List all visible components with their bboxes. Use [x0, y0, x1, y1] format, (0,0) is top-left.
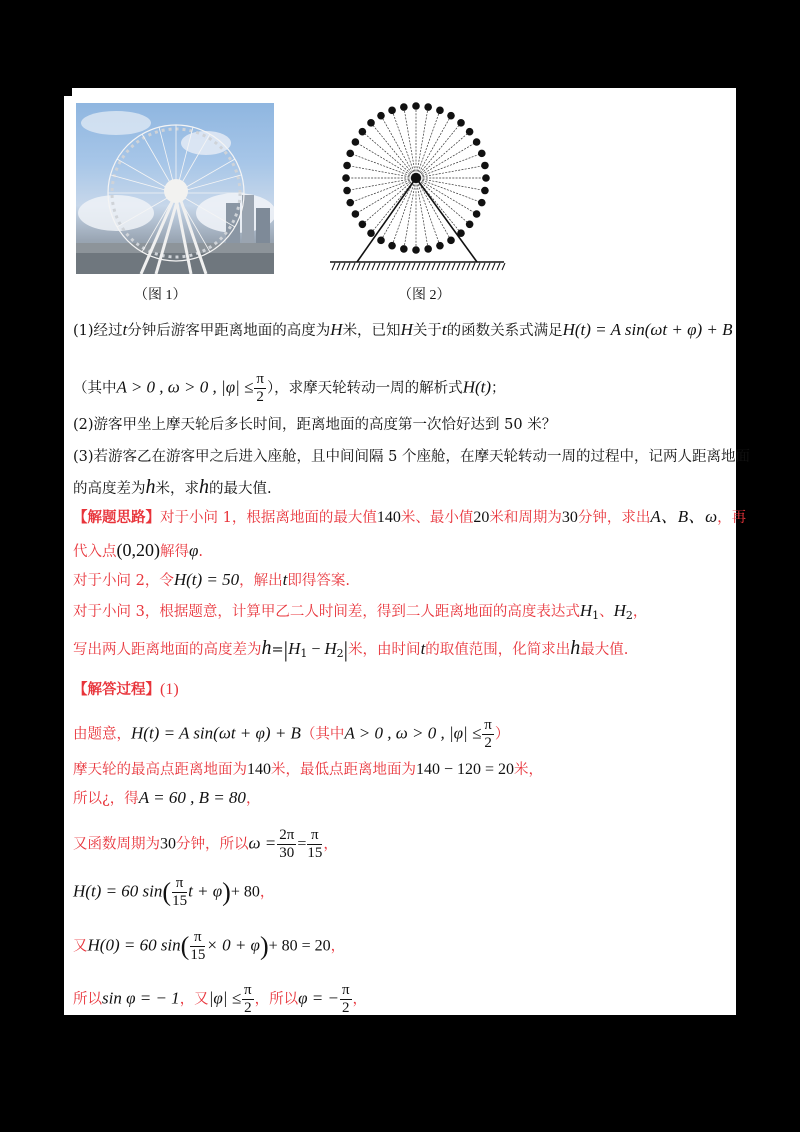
solution-line-3: 所以¿，得A = 60 , B = 80， [73, 788, 261, 807]
figure-2-caption: （图 2） [398, 288, 451, 303]
solution-line-5: H(t) = 60 sin( $\frac{\pi}{15}$ t + φ)+ 80， [73, 875, 275, 909]
hint-line-2: 代入点(0,20)解得φ. [73, 540, 204, 560]
page-corner-notch [64, 88, 72, 96]
hint-label: 【解题思路】 [73, 509, 160, 526]
hint-line-3: 对于小问 2，令H(t) = 50，解出t即得答案. [73, 570, 350, 589]
question-2: (2)游客甲坐上摩天轮后多长时间，距离地面的高度第一次恰好达到 50 米？ [73, 417, 557, 433]
solution-line-7: 所以sin φ = − 1，又|φ| ≤ $\frac{\pi}{2}$ ，所以φ = − $\frac{\pi}{2}$ ， [73, 982, 368, 1016]
pi-over-2-fraction: $\frac{\pi}{2}$ [256, 371, 264, 405]
question-1-line-2: （其中A > 0 , ω > 0 , |φ| ≤ $\frac{\pi}{2}$ ），求摩天轮转动一周的解析式H(t)； [73, 371, 506, 405]
ferris-wheel-diagram [326, 98, 510, 274]
solution-line-1: 由题意，H(t) = A sin(ωt + φ) + B（其中A > 0 , ω > 0 , |φ| ≤ $\frac{\pi}{2}$ ） [73, 717, 510, 751]
hint-line-4: 对于小问 3，根据题意，计算甲乙二人时间差，得到二人距离地面的高度表达式$H_1$、$H_2$， [73, 601, 648, 622]
solution-header: 【解答过程】(1) [73, 681, 179, 698]
solution-line-2: 摩天轮的最高点距离地面为140米，最低点距离地面为140 − 120 = 20米， [73, 761, 544, 778]
solution-line-4: 又函数周期为30分钟，所以ω = $\frac{2\pi}{30}$ = $\frac{\pi}{15}$ ， [73, 827, 338, 861]
solution-label: 【解答过程】 [73, 681, 160, 698]
hint-line-5: 写出两人距离地面的高度差为$h=|H_1 - H_2|$米，由时间t的取值范围，化简求出h最大值. [73, 637, 629, 662]
function-formula: H(t) = A sin(ωt + φ) + B [562, 320, 733, 339]
ferris-wheel-photo-image [76, 103, 274, 274]
question-3-line-1: (3)若游客乙在游客甲之后进入座舱，且中间间隔 5 个座舱，在摩天轮转动一周的过程中，记两人距离地面 [73, 449, 750, 465]
ferris-wheel-photo [76, 103, 274, 274]
question-3-line-2: 的高度差为h米，求h的最大值. [73, 476, 272, 498]
hint-line-1: 【解题思路】对于小问 1，根据离地面的最大值140米、最小值20米和周期为30分钟，求出A、B、ω，再 [73, 507, 747, 526]
figure-1-caption: （图 1） [134, 288, 187, 303]
solution-line-6: 又H(0) = 60 sin( $\frac{\pi}{15}$ × 0 + φ)+ 80 = 20， [73, 929, 346, 963]
question-1-line-1: (1)经过t分钟后游客甲距离地面的高度为H米，已知H关于t的函数关系式满足H(t) = A sin(ωt + φ) + B [73, 320, 733, 339]
